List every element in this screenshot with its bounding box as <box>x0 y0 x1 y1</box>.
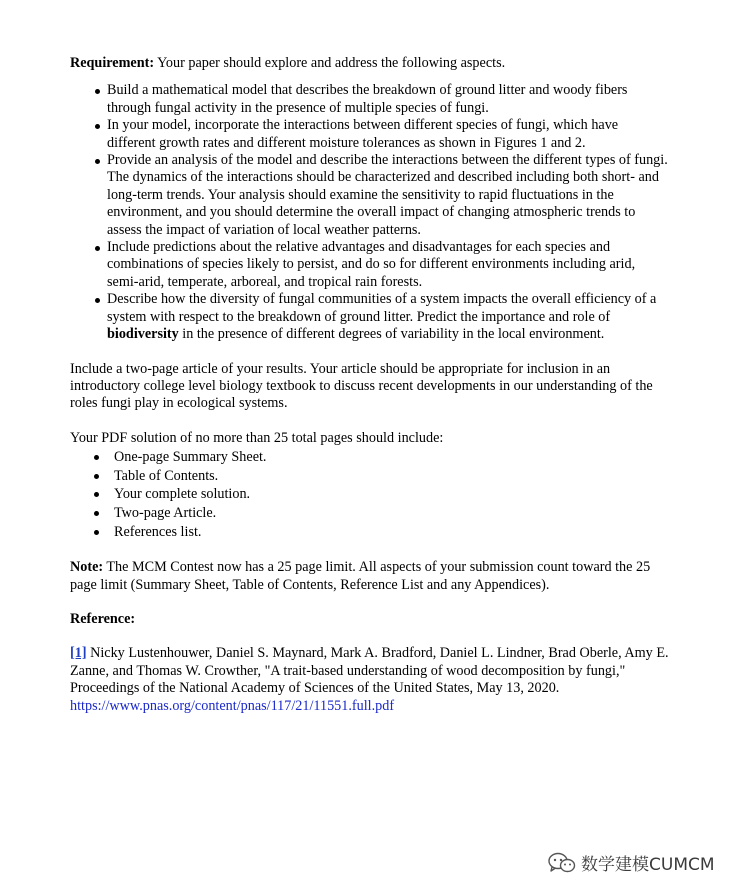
reference-citation: Nicky Lustenhouwer, Daniel S. Maynard, Mark A. Bradford, Daniel L. Lindner, Brad Oberle, Amy E. Zanne, and Thomas W. Crowther, "A trait-based understanding of wood decomposition by fungi," Proceedings of the National Academy of Sciences of the United States, May 13, 2020. <box>70 645 669 697</box>
list-item: One-page Summary Sheet. <box>114 448 670 467</box>
reference-heading-text: Reference: <box>70 610 136 627</box>
list-item-text: Describe how the diversity of fungal communities of a system impacts the overall efficiency of a system with respect to the breakdown of ground litter. Predict the importance and role of <box>107 291 657 325</box>
list-item: Two-page Article. <box>114 504 670 523</box>
list-item <box>107 291 670 343</box>
document-page <box>70 55 670 715</box>
wechat-icon <box>548 852 576 874</box>
requirement-paragraph <box>70 55 670 72</box>
pdf-contents-list <box>70 448 670 541</box>
note-paragraph <box>70 559 670 594</box>
pdf-intro: Your PDF solution of no more than 25 total pages should include: <box>70 429 444 446</box>
reference-number-link[interactable]: [1] <box>70 645 87 662</box>
note-label: Note: <box>70 559 104 576</box>
list-item: Table of Contents. <box>114 467 670 486</box>
list-item-text: in the presence of different degrees of variability in the local environment. <box>178 326 605 343</box>
list-item: In your model, incorporate the interactions between different species of fungi, which have different growth rates and different moisture tolerances as shown in Figures 1 and 2. <box>107 117 670 152</box>
requirement-label: Requirement: <box>70 55 155 71</box>
watermark <box>548 850 715 875</box>
reference-entry <box>70 645 670 715</box>
note-text: The MCM Contest now has a 25 page limit. All aspects of your submission count toward the 25 page limit (Summary Sheet, Table of Contents, Reference List and any Appendices). <box>70 559 651 593</box>
list-item: Build a mathematical model that describes the breakdown of ground litter and woody fibers through fungal activity in the presence of multiple species of fungi. <box>107 82 670 117</box>
reference-url-link[interactable]: https://www.pnas.org/content/pnas/117/21/11551.full.pdf <box>70 697 395 714</box>
watermark-text: 数学建模CUMCM <box>581 855 715 875</box>
list-item: Include predictions about the relative advantages and disadvantages for each species and combinations of species likely to persist, and do so for different environments including arid, semi-arid, temperate, arboreal, and tropical rain forests. <box>107 239 670 291</box>
biodiversity-term: biodiversity <box>107 326 179 343</box>
requirement-text: Your paper should explore and address the following aspects. <box>154 55 506 71</box>
list-item: References list. <box>114 523 670 542</box>
reference-heading <box>70 611 670 628</box>
aspects-list <box>70 82 670 343</box>
article-paragraph: Include a two-page article of your results. Your article should be appropriate for inclusion in an introductory college level biology textbook to discuss recent developments in our understanding of the roles fungi play in ecological systems. <box>70 360 653 412</box>
list-item: Provide an analysis of the model and describe the interactions between the different types of fungi. The dynamics of the interactions should be characterized and described including both short- and long-term trends. Your analysis should examine the sensitivity to rapid fluctuations in the environment, and you should determine the overall impact of changing atmospheric trends to assess the impact of variation of local weather patterns. <box>107 152 670 239</box>
list-item: Your complete solution. <box>114 485 670 504</box>
